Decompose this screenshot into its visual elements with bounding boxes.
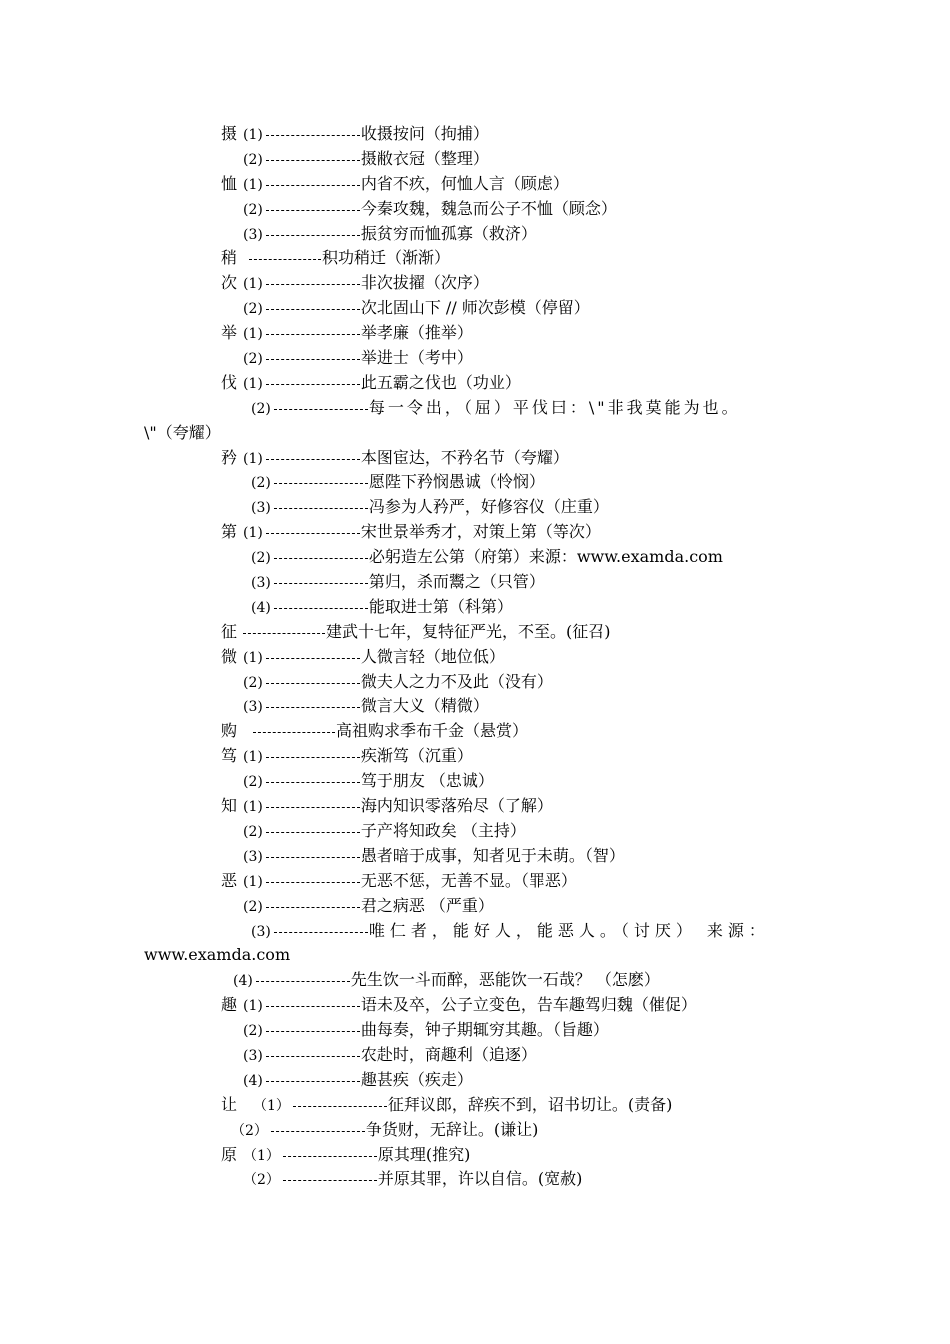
example-text: 宋世景举秀才，对策上第（等次）	[360, 522, 601, 542]
document-body	[0, 122, 950, 1192]
example-text: 此五霸之伐也（功业）	[360, 372, 521, 392]
sense-number: (4)	[251, 599, 271, 616]
example-text: 趣甚疾（疾走）	[360, 1069, 473, 1089]
sense-number: (2)	[243, 351, 263, 368]
headword: 微	[221, 646, 238, 666]
entry-line	[0, 1143, 950, 1168]
sense-number: （2）	[243, 1172, 280, 1189]
fill-blank	[293, 1105, 387, 1107]
sense-number: (2)	[243, 151, 263, 168]
sense-number: (1)	[243, 998, 263, 1015]
fill-blank	[266, 657, 360, 659]
headword: 举	[221, 323, 238, 343]
fill-blank	[266, 532, 360, 534]
example-text: 征拜议郎，辞疾不到，诏书切让。(责备)	[387, 1094, 673, 1114]
example-text: 次北固山下 // 师次彭模（停留）	[360, 298, 590, 318]
entry-line	[0, 670, 950, 695]
example-text: 愿陛下矜悯愚诚（怜悯）	[368, 472, 545, 492]
example-text: 争货财，无辞让。(谦让)	[365, 1119, 539, 1139]
example-text: 内省不疚，何恤人言（顾虑）	[360, 173, 569, 193]
sense-number: (3)	[251, 500, 271, 517]
headword: 次	[221, 273, 238, 293]
fill-blank	[249, 258, 321, 260]
fill-blank	[266, 134, 360, 136]
sense-number: (1)	[243, 176, 263, 193]
headword: 第	[221, 522, 238, 542]
fill-blank	[266, 682, 360, 684]
fill-blank	[256, 980, 350, 982]
fill-blank	[266, 184, 360, 186]
example-text: 振贫穷而恤孤寡（救济）	[360, 223, 537, 243]
fill-blank	[283, 1179, 377, 1181]
example-text: 高祖购求季布千金（悬赏）	[336, 721, 529, 741]
headword: 笃	[221, 746, 238, 766]
sense-number: （1）	[243, 1147, 280, 1164]
example-text: 本图宦达，不矜名节（夸耀）	[360, 447, 569, 467]
entry-line	[0, 545, 950, 570]
entry-line	[0, 894, 950, 919]
example-text: 唯仁者，能好人，能恶人。（讨厌） 来源：	[368, 920, 770, 940]
example-text: 曲每奏，钟子期辄穷其趣。（旨趣）	[360, 1020, 609, 1040]
fill-blank	[266, 1055, 360, 1057]
entry-line	[0, 446, 950, 471]
headword: 恶	[221, 870, 238, 890]
fill-blank	[274, 607, 368, 609]
example-text: 君之病恶 （严重）	[360, 895, 494, 915]
continuation-text: \"（夸耀）	[144, 422, 221, 442]
fill-blank	[266, 856, 360, 858]
entry-line	[0, 1167, 950, 1192]
example-text: 原其理(推究)	[377, 1144, 471, 1164]
example-text: 笃于朋友 （忠诚）	[360, 771, 494, 791]
entry-continuation	[0, 943, 950, 968]
sense-number: (2)	[243, 898, 263, 915]
example-text: 每一令出，（屈）平伐曰：\"非我莫能为也。	[368, 397, 741, 417]
entry-line	[0, 346, 950, 371]
fill-blank	[243, 632, 325, 634]
sense-number: (3)	[243, 226, 263, 243]
entry-line	[0, 1043, 950, 1068]
fill-blank	[266, 358, 360, 360]
sense-number: (4)	[243, 1072, 263, 1089]
sense-number: （2）	[231, 1122, 268, 1139]
sense-number: (2)	[251, 550, 271, 567]
sense-number: (1)	[243, 127, 263, 143]
headword: 稍	[221, 248, 238, 268]
entry-line	[0, 794, 950, 819]
sense-number: (3)	[243, 699, 263, 716]
entry-line	[0, 296, 950, 321]
entry-line	[0, 968, 950, 993]
entry-line	[0, 271, 950, 296]
fill-blank	[271, 1130, 365, 1132]
example-text: 非次拔擢（次序）	[360, 273, 489, 293]
fill-blank	[266, 881, 360, 883]
example-text: 子产将知政矣 （主持）	[360, 820, 526, 840]
fill-blank	[266, 1030, 360, 1032]
headword: 恤	[221, 173, 238, 193]
sense-number: (2)	[243, 674, 263, 691]
sense-number: (2)	[243, 823, 263, 840]
example-text: 冯参为人矜严，好修容仪（庄重）	[368, 497, 609, 517]
entry-line	[0, 371, 950, 396]
example-text: 能取进士第（科第）	[368, 596, 513, 616]
sense-number: (1)	[243, 873, 263, 890]
entry-line	[0, 1018, 950, 1043]
sense-number: (3)	[243, 848, 263, 865]
entry-line	[0, 993, 950, 1018]
fill-blank	[266, 756, 360, 758]
headword: 伐	[221, 372, 238, 392]
fill-blank	[266, 234, 360, 236]
example-text: 摄敝衣冠（整理）	[360, 148, 489, 168]
entry-line	[0, 396, 950, 421]
fill-blank	[266, 383, 360, 385]
fill-blank	[274, 507, 368, 509]
entry-line	[0, 246, 950, 271]
fill-blank	[266, 283, 360, 285]
sense-number: (1)	[243, 375, 263, 392]
entry-line	[0, 744, 950, 769]
fill-blank	[274, 931, 368, 933]
example-text: 语未及卒，公子立变色，告车趣驾归魏（催促）	[360, 995, 697, 1015]
example-text: 第归，杀而鬻之（只管）	[368, 572, 545, 592]
entry-line	[0, 595, 950, 620]
example-text: 农赴时，商趣利（追逐）	[360, 1044, 537, 1064]
entry-line	[0, 1068, 950, 1093]
headword: 购	[221, 721, 238, 741]
sense-number: (2)	[243, 774, 263, 791]
example-text: 疾渐笃（沉重）	[360, 746, 473, 766]
example-text: 建武十七年，复特征严光，不至。(征召)	[326, 621, 611, 641]
example-text: 微言大义（精微）	[360, 696, 489, 716]
entry-line	[0, 222, 950, 247]
entry-line	[0, 172, 950, 197]
headword: 知	[221, 796, 238, 816]
entry-line	[0, 869, 950, 894]
fill-blank	[266, 333, 360, 335]
sense-number: (3)	[243, 1047, 263, 1064]
entry-line	[0, 1118, 950, 1143]
example-text: 积功稍迁（渐渐）	[322, 248, 451, 268]
sense-number: (1)	[243, 326, 263, 343]
entry-line	[0, 470, 950, 495]
fill-blank	[274, 408, 368, 410]
entry-line	[0, 147, 950, 172]
example-text: 收摄按问（拘捕）	[360, 124, 489, 143]
example-text: 微夫人之力不及此（没有）	[360, 671, 553, 691]
entry-continuation	[0, 421, 950, 446]
fill-blank	[266, 458, 360, 460]
entry-line	[0, 769, 950, 794]
headword: 原	[221, 1144, 238, 1164]
fill-blank	[253, 731, 335, 733]
entry-line	[0, 495, 950, 520]
fill-blank	[266, 781, 360, 783]
fill-blank	[266, 806, 360, 808]
sense-number: (4)	[233, 973, 253, 990]
sense-number: (1)	[243, 799, 263, 816]
entry-line	[0, 520, 950, 545]
fill-blank	[266, 1080, 360, 1082]
sense-number: (2)	[243, 1023, 263, 1040]
example-text: 无恶不惩，无善不显。（罪恶）	[360, 870, 577, 890]
fill-blank	[274, 482, 368, 484]
fill-blank	[266, 209, 360, 211]
entry-line	[0, 694, 950, 719]
fill-blank	[266, 159, 360, 161]
fill-blank	[266, 906, 360, 908]
headword: 征	[221, 621, 238, 641]
entry-line	[0, 1093, 950, 1118]
fill-blank	[274, 582, 368, 584]
example-text: 举孝廉（推举）	[360, 323, 473, 343]
entry-line	[0, 919, 950, 944]
sense-number: (1)	[243, 649, 263, 666]
sense-number: （1）	[253, 1097, 290, 1114]
example-text: 人微言轻（地位低）	[360, 646, 505, 666]
sense-number: (1)	[243, 525, 263, 542]
example-text: 今秦攻魏，魏急而公子不恤（顾念）	[360, 198, 617, 218]
entry-line	[0, 844, 950, 869]
example-text: 海内知识零落殆尽（了解）	[360, 796, 553, 816]
entry-line	[0, 122, 950, 147]
sense-number: (3)	[251, 575, 271, 592]
example-text: 并原其罪，许以自信。(宽赦)	[377, 1169, 583, 1189]
sense-number: (2)	[243, 301, 263, 318]
sense-number: (1)	[243, 450, 263, 467]
sense-number: (1)	[243, 276, 263, 293]
fill-blank	[266, 1005, 360, 1007]
example-text: 举进士（考中）	[360, 348, 473, 368]
fill-blank	[283, 1155, 377, 1157]
entry-line	[0, 321, 950, 346]
entry-line	[0, 620, 950, 645]
fill-blank	[266, 831, 360, 833]
headword: 趣	[221, 995, 238, 1015]
headword: 矜	[221, 447, 238, 467]
example-text: 必躬造左公第（府第）来源：www.examda.com	[368, 547, 723, 567]
fill-blank	[266, 308, 360, 310]
fill-blank	[274, 557, 368, 559]
entry-line	[0, 645, 950, 670]
headword: 摄	[221, 124, 238, 143]
sense-number: (2)	[251, 400, 271, 417]
entry-line	[0, 719, 950, 744]
entry-line	[0, 570, 950, 595]
fill-blank	[266, 706, 360, 708]
entry-line	[0, 819, 950, 844]
sense-number: (2)	[251, 475, 271, 492]
example-text: 愚者暗于成事，知者见于未萌。（智）	[360, 845, 625, 865]
sense-number: (3)	[251, 923, 271, 940]
headword: 让	[221, 1094, 238, 1114]
entry-line	[0, 197, 950, 222]
sense-number: (1)	[243, 749, 263, 766]
example-text: 先生饮一斗而醉，恶能饮一石哉？ （怎麽）	[350, 970, 660, 990]
sense-number: (2)	[243, 201, 263, 218]
continuation-text: www.examda.com	[144, 945, 291, 965]
